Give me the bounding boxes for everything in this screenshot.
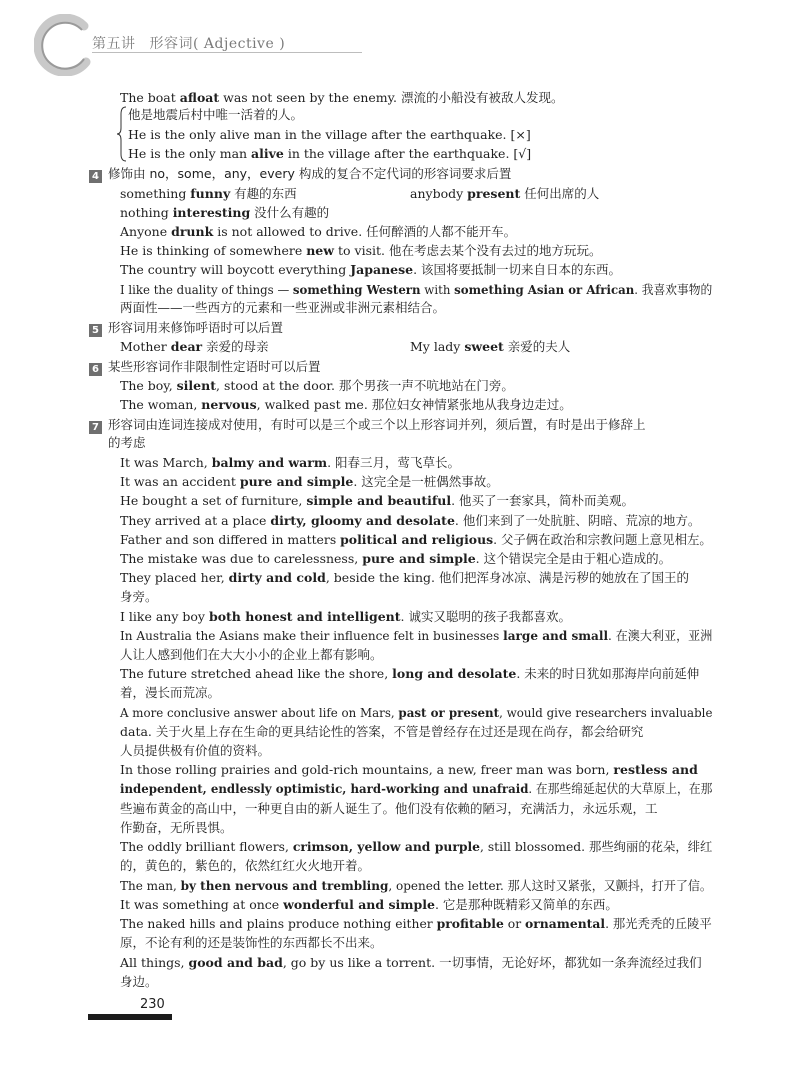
example-line: 两面性——一些西方的元素和一些亚洲或非洲元素相结合。 xyxy=(120,300,446,315)
example-line: anybody present 任何出席的人 xyxy=(410,186,600,201)
example-line: In those rolling prairies and gold-rich mountains, a new, freer man was born, restless and xyxy=(120,762,698,777)
example-line: 的，黄色的，紫色的，依然红红火火地开着。 xyxy=(120,858,371,873)
example-line: 些遍布黄金的高山中，一种更自由的新人诞生了。他们没有依赖的陋习，充满活力，永远乐观，工 xyxy=(120,801,658,816)
example-line: The boy, silent, stood at the door. 那个男孩一声不吭地站在门旁。 xyxy=(120,378,514,393)
header-divider xyxy=(92,52,362,53)
example-line: My lady sweet 亲爱的夫人 xyxy=(410,339,571,354)
section-heading-7: 7 形容词由连词连接成对使用，有时可以是三个或三个以上形容词并列，须后置，有时是出于修辞上 xyxy=(89,417,646,434)
brace-icon xyxy=(117,106,127,162)
example-line: Anyone drunk is not allowed to drive. 任何醉酒的人都不能开车。 xyxy=(120,224,517,239)
chapter-logo-icon xyxy=(34,14,96,76)
example-line: The oddly brilliant flowers, crimson, yellow and purple, still blossomed. 那些绚丽的花朵，绯红 xyxy=(120,839,713,854)
footer-bar xyxy=(88,1014,172,1020)
chapter-number: 第五讲 xyxy=(92,36,136,52)
example-line: The mistake was due to carelessness, pure and simple. 这个错误完全是由于粗心造成的。 xyxy=(120,551,672,566)
example-line: The woman, nervous, walked past me. 那位妇女神情紧张地从我身边走过。 xyxy=(120,397,572,412)
example-line: He is thinking of somewhere new to visit. 他在考虑去某个没有去过的地方玩玩。 xyxy=(120,243,602,258)
example-line: He bought a set of furniture, simple and beautiful. 他买了一套家具，简朴而美观。 xyxy=(120,493,635,508)
chapter-title: 形容词( Adjective ) xyxy=(149,36,286,52)
example-line: 他是地震后村中唯一活着的人。 xyxy=(128,107,304,122)
example-line: 作勤奋，无所畏惧。 xyxy=(120,820,233,835)
example-line: In Australia the Asians make their influence felt in businesses large and small. 在澳大利亚，亚洲 xyxy=(120,628,713,643)
chapter-heading xyxy=(92,33,285,53)
example-line: They placed her, dirty and cold, beside the king. 他们把浑身冰凉、满是污秽的她放在了国王的 xyxy=(120,570,689,585)
example-line: 着，漫长而荒凉。 xyxy=(120,685,221,700)
example-line: nothing interesting 没什么有趣的 xyxy=(120,205,330,220)
example-line: data. 关于火星上存在生命的更具结论性的答案，不管是曾经存在过还是现在尚存，都会给研究 xyxy=(120,724,644,739)
example-line: The naked hills and plains produce nothing either profitable or ornamental. 那光秃秃的丘陵平 xyxy=(120,916,712,931)
example-line: something funny 有趣的东西 xyxy=(120,186,297,201)
example-line: 原，不论有利的还是装饰性的东西都长不出来。 xyxy=(120,935,383,950)
example-line: Mother dear 亲爱的母亲 xyxy=(120,339,269,354)
section-heading-5: 5 形容词用来修饰呼语时可以后置 xyxy=(89,320,283,337)
example-line: A more conclusive answer about life on Mars, past or present, would give researchers invaluable xyxy=(120,705,713,720)
example-line: The future stretched ahead like the shore, long and desolate. 未来的时日犹如那海岸向前延伸 xyxy=(120,666,700,681)
page-number: 230 xyxy=(140,997,165,1012)
page-header xyxy=(0,0,800,95)
section-heading-7-cont: 的考虑 xyxy=(108,435,146,450)
section-heading-4: 4 修饰由 no，some，any，every 构成的复合不定代词的形容词要求后置 xyxy=(89,166,511,183)
example-line: independent, endlessly optimistic, hard-working and unafraid. 在那些绵延起伏的大草原上，在那 xyxy=(120,781,713,796)
example-line: Father and son differed in matters political and religious. 父子俩在政治和宗教问题上意见相左。 xyxy=(120,532,712,547)
example-line: He is the only alive man in the village after the earthquake. [×] xyxy=(128,127,531,142)
example-line: The country will boycott everything Japanese. 该国将要抵制一切来自日本的东西。 xyxy=(120,262,622,277)
example-line: All things, good and bad, go by us like a torrent. 一切事情，无论好坏，都犹如一条奔流经过我们 xyxy=(120,955,702,970)
example-line: 身边。 xyxy=(120,974,158,989)
section-heading-6: 6 某些形容词作非限制性定语时可以后置 xyxy=(89,359,321,376)
example-line: It was March, balmy and warm. 阳春三月，莺飞草长。 xyxy=(120,455,461,470)
example-line: 人让人感到他们在大大小小的企业上都有影响。 xyxy=(120,647,383,662)
example-line: It was an accident pure and simple. 这完全是一桩偶然事故。 xyxy=(120,474,499,489)
example-line: They arrived at a place dirty, gloomy and desolate. 他们来到了一处肮脏、阴暗、荒凉的地方。 xyxy=(120,513,701,528)
example-line: 人员提供极有价值的资料。 xyxy=(120,743,271,758)
example-line: He is the only man alive in the village after the earthquake. [√] xyxy=(128,146,532,161)
example-line: I like the duality of things — something Western with something Asian or African. 我喜欢事物的 xyxy=(120,282,713,297)
example-line: I like any boy both honest and intelligent. 诚实又聪明的孩子我都喜欢。 xyxy=(120,609,571,624)
example-line: The boat afloat was not seen by the enemy. 漂流的小船没有被敌人发现。 xyxy=(120,90,564,105)
example-line: It was something at once wonderful and simple. 它是那种既精彩又简单的东西。 xyxy=(120,897,618,912)
example-line: 身旁。 xyxy=(120,589,158,604)
example-line: The man, by then nervous and trembling, opened the letter. 那人这时又紧张，又颤抖，打开了信。 xyxy=(120,878,712,893)
